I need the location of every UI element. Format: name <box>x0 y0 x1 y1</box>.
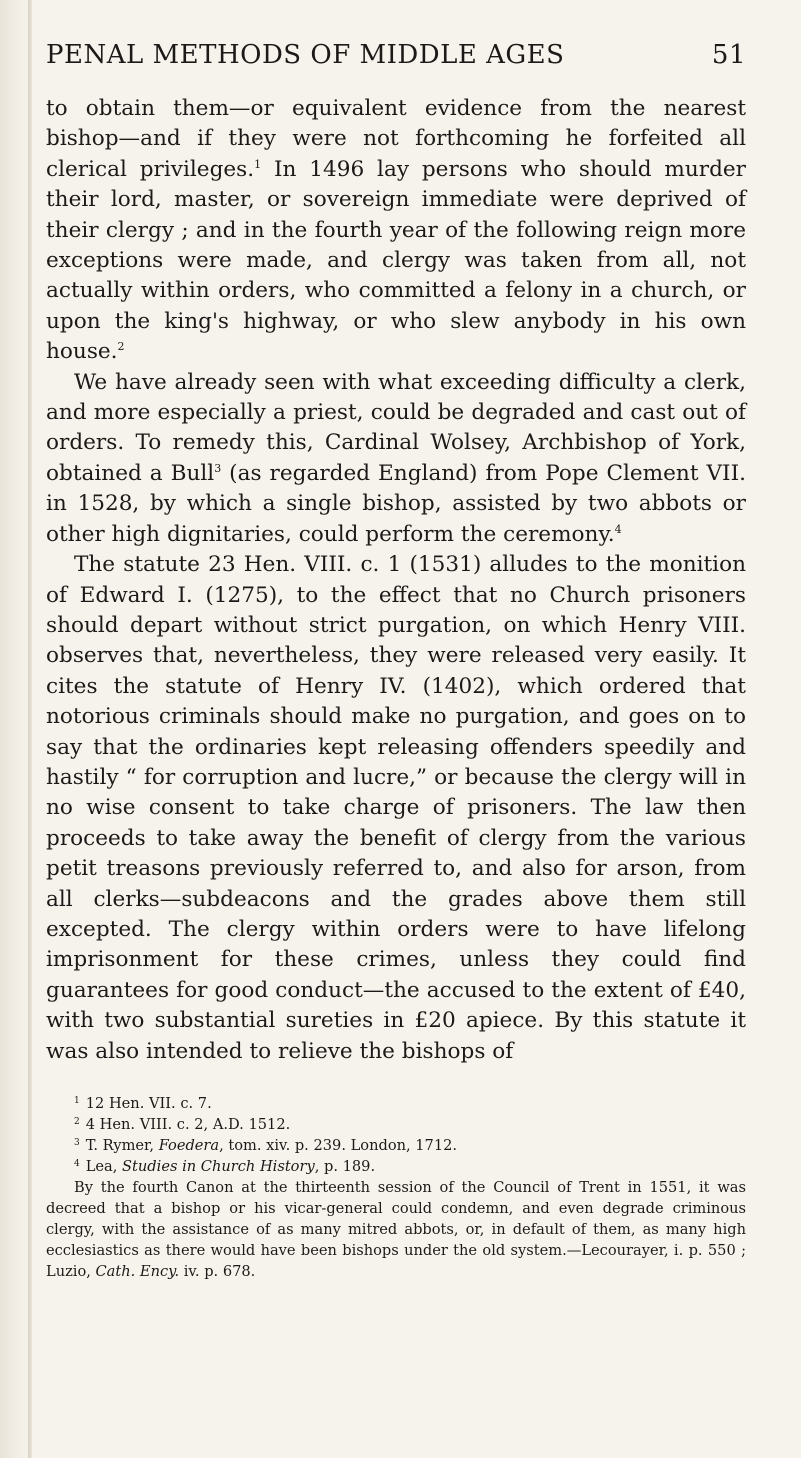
footnote-ref-2[interactable]: 2 <box>117 340 125 354</box>
footnote-2-text: 4 Hen. VIII. c. 2, A.D. 1512. <box>85 1116 291 1133</box>
paragraph-3: The statute 23 Hen. VIII. c. 1 (1531) alludes to the monition of Edward I. (1275), to the effect that no Church prisoners should depart without strict purgation, on which Henry VIII. observes that, nevertheless, they were released very easily. It cites the statute of Henry IV. (1402), which ordered that notorious criminals should make no purgation, and goes on to say that the ordinaries kept releasing offenders speedily and hastily “ for corruption and lucre,” or because the clergy will in no wise consent to take charge of prisoners. The law then proceeds to take away the benefit of clergy from the various petit treasons previously referred to, and also for arson, from all clerks—subdeacons and the grades above them still excepted. The clergy within orders were to have lifelong imprisonment for these crimes, unless they could find guarantees for good conduct—the accused to the extent of £40, with two substantial sureties in £20 apiece. By this statute it was also intended to relieve the bishops of <box>46 552 746 1064</box>
trent-note-text: By the fourth Canon at the thirteenth session of the Council of Trent in 1551, it was decreed that a bishop or his vicar-general could condemn, and even degrade criminous clergy, with the assistance of as many mitred abbots, or, in default of them, as many high ecclesiastics as there would have been bishops under the old system.—Lecourayer, i. p. 550 ; Luzio, <box>46 1179 746 1280</box>
main-text <box>46 94 746 1067</box>
footnote-3-mark: 3 <box>74 1138 80 1148</box>
footnote-1 <box>46 1093 746 1114</box>
footnote-3 <box>46 1135 746 1156</box>
footnote-ref-3[interactable]: 3 <box>214 461 222 475</box>
paragraph-2-part-a: We have already seen with what exceeding difficulty a clerk, and more especially a priest, could be degraded and cast out of orders. To remedy this, Cardinal Wolsey, Archbishop of York, obtained a Bull <box>46 369 746 486</box>
footnote-1-mark: 1 <box>74 1096 80 1106</box>
page-number: 51 <box>711 40 746 70</box>
footnote-3-work-title: Foedera <box>158 1137 220 1154</box>
trent-note-detail: iv. p. 678. <box>179 1263 256 1280</box>
running-title: PENAL METHODS OF MIDDLE AGES <box>46 40 565 70</box>
footnote-4-detail: , p. 189. <box>314 1158 376 1175</box>
book-page <box>46 40 746 1282</box>
paragraph-1 <box>46 94 746 368</box>
footnote-1-text: 12 Hen. VII. c. 7. <box>85 1095 212 1112</box>
paragraph-1-part-b: In 1496 lay persons who should murder their lord, master, or sovereign immediate were deprived of their clergy ; and in the fourth year of the following reign more exceptions were made, and clergy was taken from all, not actually within orders, who committed a felony in a church, or upon the king's highway, or who slew anybody in his own house. <box>46 156 747 365</box>
trent-note-work-title: Cath. Ency. <box>95 1263 180 1280</box>
paragraph-1-part-a: to obtain them—or equivalent evidence from the nearest bishop—and if they were not forthcoming he forfeited all clerical privileges. <box>46 96 746 182</box>
paragraph-2-part-b: (as regarded England) from Pope Clement VII. in 1528, by which a single bishop, assisted by two abbots or other high dignitaries, could perform the ceremony. <box>46 460 746 547</box>
book-gutter-shadow <box>0 0 30 1458</box>
footnote-3-detail: , tom. xiv. p. 239. London, 1712. <box>219 1137 458 1154</box>
footnotes <box>46 1093 746 1282</box>
footnote-4-mark: 4 <box>74 1159 80 1169</box>
footnote-ref-4[interactable]: 4 <box>614 522 622 536</box>
footnote-4 <box>46 1156 746 1177</box>
book-spine-edge <box>28 0 32 1458</box>
footnote-2 <box>46 1114 746 1135</box>
footnote-4-author: Lea, <box>85 1158 123 1175</box>
footnote-ref-1[interactable]: 1 <box>254 157 262 171</box>
footnote-3-author: T. Rymer, <box>85 1137 159 1154</box>
running-header <box>46 40 746 84</box>
paragraph-2 <box>46 368 746 550</box>
footnote-trent-note <box>46 1177 746 1282</box>
footnote-2-mark: 2 <box>74 1117 80 1127</box>
footnote-4-work-title: Studies in Church History <box>122 1158 315 1175</box>
